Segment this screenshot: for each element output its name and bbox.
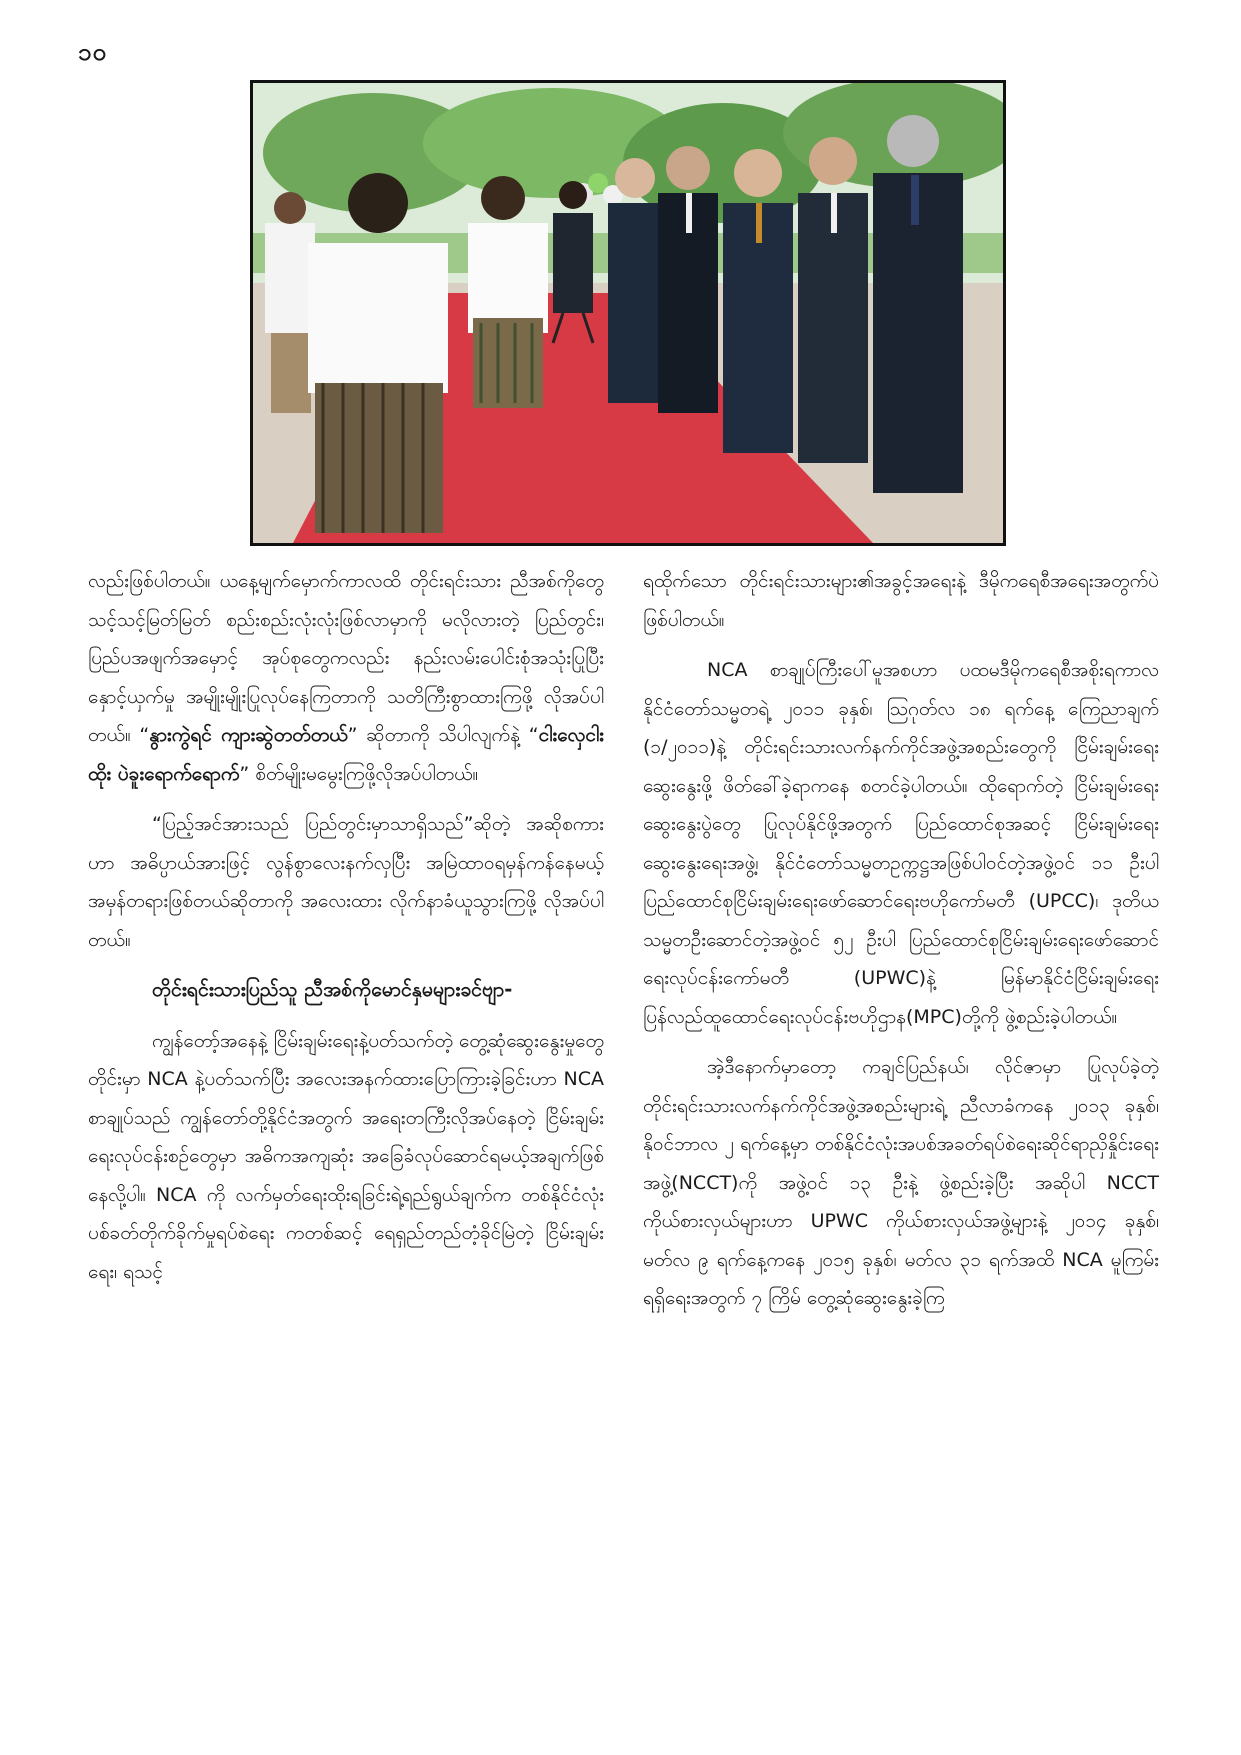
- paragraph: NCA စာချုပ်ကြီးပေါ်မူအစဟာ ပထမဒီမိုကရေစီအစိုးရကာလ နိုင်ငံတော်သမ္မတရဲ့ ၂၀၁၁ ခုနှစ်၊ ဩဂုတ်လ ၁၈ ရက်နေ့ ကြေညာချက် (၁/၂၀၁၁)နဲ့ တိုင်းရင်းသားလက်နက်ကိုင်အဖွဲ့အစည်းတွေကို ငြိမ်းချမ်းရေးဆွေးနွေးဖို့ ဖိတ်ခေါ်ခဲ့ရာကနေ စတင်ခဲ့ပါတယ်။ ထိုရောက်တဲ့ ငြိမ်းချမ်းရေးဆွေးနွေးပွဲတွေ ပြုလုပ်နိုင်ဖို့အတွက် ပြည်ထောင်စုအဆင့် ငြိမ်းချမ်းရေးဆွေးနွေးရေးအဖွဲ့၊ နိုင်ငံတော်သမ္မတဥက္ကဋ္ဌအဖြစ်ပါဝင်တဲ့အဖွဲ့ဝင် ၁၁ ဦးပါ ပြည်ထောင်စုငြိမ်းချမ်းရေးဖော်ဆောင်ရေးဗဟိုကော်မတီ (UPCC)၊ ဒုတိယသမ္မတဦးဆောင်တဲ့အဖွဲ့ဝင် ၅၂ ဦးပါ ပြည်ထောင်စုငြိမ်းချမ်းရေးဖော်ဆောင်ရေးလုပ်ငန်းကော်မတီ (UPWC)နဲ့ မြန်မာနိုင်ငံငြိမ်းချမ်းရေး ပြန်လည်ထူထောင်ရေးလုပ်ငန်းဗဟိုဌာန(MPC)တို့ကို ဖွဲ့စည်းခဲ့ပါတယ်။: [643, 659, 1159, 1028]
- page-number: ၁၀: [78, 38, 107, 66]
- paragraph: အဲ့ဒီနောက်မှာတော့ ကချင်ပြည်နယ်၊ လိုင်ဇာမှာ ပြုလုပ်ခဲ့တဲ့ တိုင်းရင်းသားလက်နက်ကိုင်အဖွဲ့အစည်းများရဲ့ ညီလာခံကနေ ၂၀၁၃ ခုနှစ်၊ နိုဝင်ဘာလ ၂ ရက်နေ့မှာ တစ်နိုင်ငံလုံးအပစ်အခတ်ရပ်စဲရေးဆိုင်ရာညှိနှိုင်းရေးအဖွဲ့(NCCT)ကို အဖွဲ့ဝင် ၁၃ ဦးနဲ့ ဖွဲ့စည်းခဲ့ပြီး အဆိုပါ NCCT ကိုယ်စားလှယ်များဟာ UPWC ကိုယ်စားလှယ်အဖွဲ့များနဲ့ ၂၀၁၄ ခုနှစ်၊ မတ်လ ၉ ရက်နေ့ကနေ ၂၀၁၅ ခုနှစ်၊ မတ်လ ၃၁ ရက်အထိ NCA မူကြမ်းရရှိရေးအတွက် ၇ ကြိမ် တွေ့ဆုံဆွေးနွေးခဲ့ကြ: [643, 1056, 1159, 1309]
- proverb-bold: ငါးလှေငါးထိုး ပဲခူးရောက်ရောက်: [88, 724, 604, 785]
- proverb-bold: နွားကွဲရင် ကျားဆွဲတတ်တယ်: [149, 724, 348, 746]
- paragraph: ကျွန်တော့်အနေနဲ့ ငြိမ်းချမ်းရေးနဲ့ပတ်သက်တဲ့ တွေ့ဆုံဆွေးနွေးမှုတွေတိုင်းမှာ NCA နဲ့ပတ်သက်ပြီး အလေးအနက်ထားပြောကြားခဲ့ခြင်းဟာ NCA စာချုပ်သည် ကျွန်တော်တို့နိုင်ငံအတွက် အရေးတကြီးလိုအပ်နေတဲ့ ငြိမ်းချမ်းရေးလုပ်ငန်းစဉ်တွေမှာ အဓိကအကျဆုံး အခြေခံလုပ်ဆောင်ရမယ့်အချက်ဖြစ်နေလို့ပါ။ NCA ကို လက်မှတ်ရေးထိုးရခြင်းရဲ့ရည်ရွယ်ချက်က တစ်နိုင်ငံလုံးပစ်ခတ်တိုက်ခိုက်မှုရပ်စဲရေး ကတစ်ဆင့် ရေရှည်တည်တံ့ခိုင်မြဲတဲ့ ငြိမ်းချမ်းရေး၊ ရသင့်: [88, 1029, 604, 1283]
- left-column: [88, 562, 604, 1303]
- right-column: [643, 562, 1159, 1330]
- paragraph: ရထိုက်သော တိုင်းရင်းသားများ၏အခွင့်အရေးနဲ့ ဒီမိုကရေစီအရေးအတွက်ပဲ ဖြစ်ပါတယ်။: [643, 570, 1159, 631]
- paragraph-text: လည်းဖြစ်ပါတယ်။ ယနေ့မျက်မှောက်ကာလထိ တိုင်းရင်းသား ညီအစ်ကိုတွေ သင့်သင့်မြတ်မြတ် စည်းစည်းလုံးလုံးဖြစ်လာမှာကို မလိုလားတဲ့ ပြည်တွင်း၊ ပြည်ပအဖျက်အမှောင့် အုပ်စုတွေကလည်း နည်းလမ်းပေါင်းစုံအသုံးပြုပြီး နှောင့်ယှက်မှု အမျိုးမျိုးပြုလုပ်နေကြတာကို သတိကြီးစွာထားကြဖို့ လိုအပ်ပါတယ်။ “: [88, 570, 604, 746]
- paragraph: [88, 562, 604, 793]
- photo-illustration: [253, 83, 1003, 543]
- paragraph-text: ” စိတ်မျိုးမမွေးကြဖို့လိုအပ်ပါတယ်။: [239, 762, 479, 785]
- paragraph-text: ” ဆိုတာကို သိပါလျက်နဲ့ “: [347, 724, 539, 746]
- photo-handshake: [250, 80, 1006, 546]
- paragraph: “ပြည့်အင်အားသည် ပြည်တွင်းမှာသာရှိသည်”ဆိုတဲ့ အဆိုစကားဟာ အဓိပ္ပာယ်အားဖြင့် လွန်စွာလေးနက်လှပြီး အမြဲထာဝရမှန်ကန်နေမယ့် အမှန်တရားဖြစ်တယ်ဆိုတာကို အလေးထား လိုက်နာခံယူသွားကြဖို့ လိုအပ်ပါတယ်။: [88, 813, 604, 951]
- section-heading: တိုင်းရင်းသားပြည်သူ ညီအစ်ကိုမောင်နှမများခင်ဗျာ-: [152, 978, 513, 1001]
